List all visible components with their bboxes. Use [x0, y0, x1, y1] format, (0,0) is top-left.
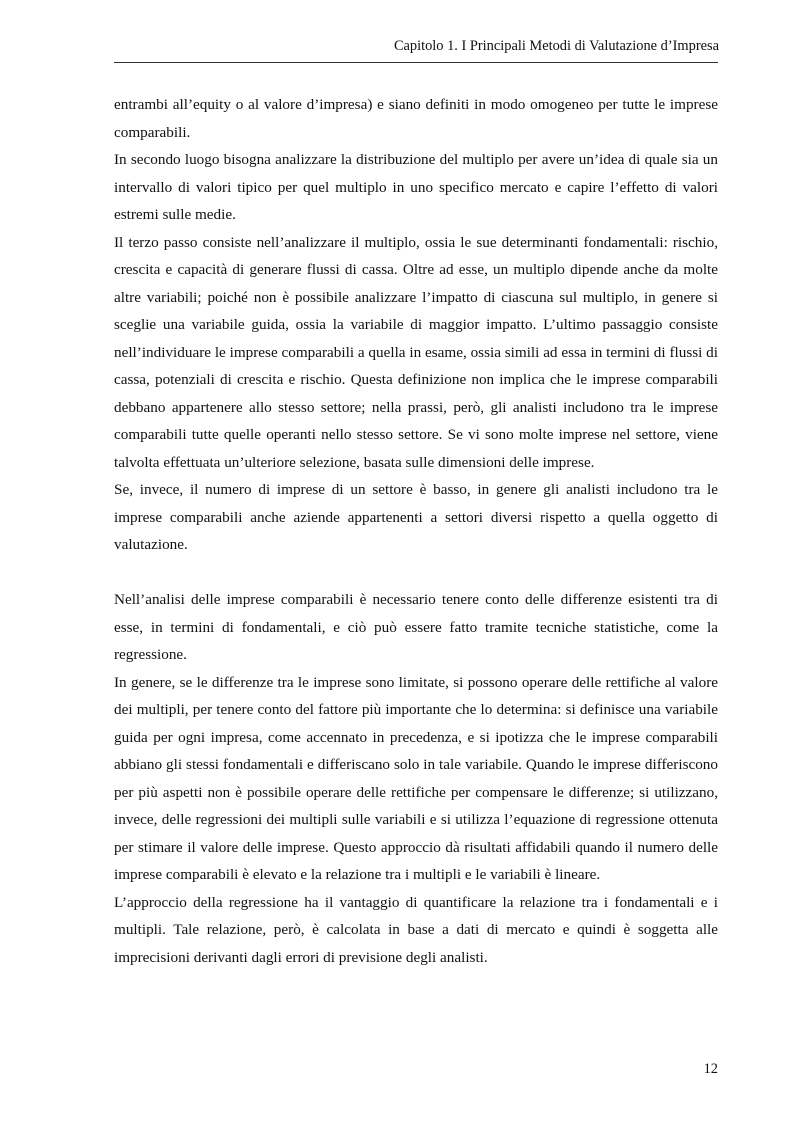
paragraph: Il terzo passo consiste nell’analizzare il multiplo, ossia le sue determinanti fondamentali: rischio, crescita e capacità di generare flussi di cassa. Oltre ad esse, un multiplo dipende anche da molte altre variabili; poiché non è possibile analizzare l’impatto di ciascuna sul multiplo, in genere si sceglie una variabile guida, ossia la variabile di maggior impatto. L’ultimo passaggio consiste nell’individuare le imprese comparabili a quella in esame, ossia simili ad essa in termini di flussi di cassa, potenziali di crescita e rischio. Questa definizione non implica che le imprese comparabili debbano appartenere allo stesso settore; nella prassi, però, gli analisti includono tra le imprese comparabili tutte quelle operanti nello stesso settore. Se vi sono molte imprese nel settore, viene talvolta effettuata un’ulteriore selezione, basata sulle dimensioni delle imprese. [114, 233, 718, 471]
paragraph: In genere, se le differenze tra le imprese sono limitate, si possono operare delle rettifiche al valore dei multipli, per tenere conto del fattore più importante che lo determina: si definisce una variabile guida per ogni impresa, come accennato in precedenza, e si ipotizza che le imprese comparabili abbiano gli stessi fondamentali e differiscano solo in tale variabile. Quando le imprese differiscono per più aspetti non è possibile operare delle rettifiche per compensare le differenze; si utilizzano, invece, delle regressioni dei multipli sulle variabili e si utilizza l’equazione di regressione ottenuta per stimare il valore delle imprese. Questo approccio dà risultati affidabili quando il numero delle imprese comparabili è elevato e la relazione tra i multipli e le variabili è lineare. [114, 673, 718, 883]
paragraph: L’approccio della regressione ha il vantaggio di quantificare la relazione tra i fondamentali e i multipli. Tale relazione, però, è calcolata in base a dati di mercato e quindi è soggetta alle imprecisioni derivanti dagli errori di previsione degli analisti. [114, 893, 718, 966]
paragraph: Nell’analisi delle imprese comparabili è necessario tenere conto delle differenze esistenti tra di esse, in termini di fondamentali, e ciò può essere fatto tramite tecniche statistiche, come la regressione. [114, 591, 718, 663]
paragraph: Se, invece, il numero di imprese di un settore è basso, in genere gli analisti includono tra le imprese comparabili anche aziende appartenenti a settori diversi rispetto a quella oggetto di valutazione. [114, 481, 718, 553]
running-header: Capitolo 1. I Principali Metodi di Valutazione d’Impresa [393, 38, 719, 54]
paragraph: entrambi all’equity o al valore d’impresa) e siano definiti in modo omogeneo per tutte le imprese comparabili. [114, 96, 718, 141]
body-text [114, 91, 718, 971]
paragraph: In secondo luogo bisogna analizzare la distribuzione del multiplo per avere un’idea di quale sia un intervallo di valori tipico per quel multiplo in uno specifico mercato e capire l’effetto di valori estremi sulle medie. [114, 151, 718, 223]
page-number: 12 [703, 1061, 718, 1077]
header-rule [114, 62, 718, 63]
